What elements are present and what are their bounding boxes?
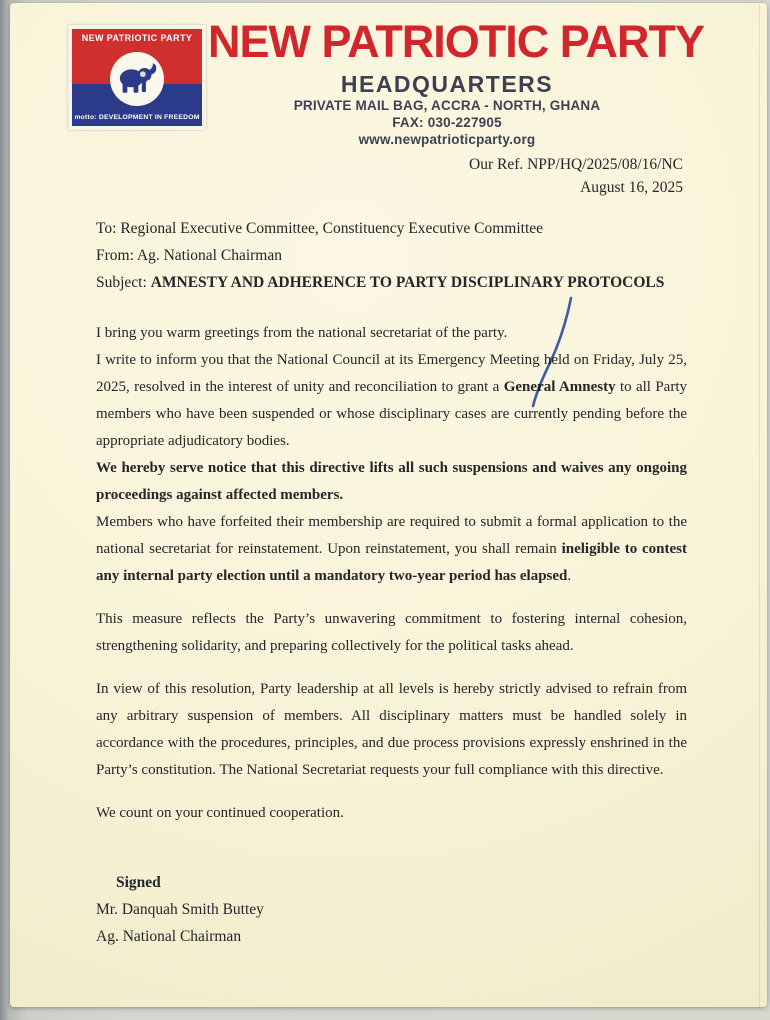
npp-logo-inner bbox=[72, 29, 202, 126]
text-run: Members who have forfeited their membership are required to submit a formal application to the national secretariat for reinstatement. Upon reinstatement, you shall remain bbox=[96, 514, 687, 557]
party-name-title: NEW PATRIOTIC PARTY bbox=[208, 16, 704, 67]
meta-block bbox=[96, 215, 687, 296]
headquarters-line: HEADQUARTERS bbox=[340, 71, 554, 97]
signature-block bbox=[96, 869, 264, 950]
subject-text: AMNESTY AND ADHERENCE TO PARTY DISCIPLINARY PROTOCOLS bbox=[150, 274, 665, 291]
body-paragraph bbox=[96, 347, 687, 455]
text-run: I write to inform you that the National Council at its Emergency Meeting held on Friday, July 25, 2025, resolved in the interest of unity and reconciliation to grant a bbox=[96, 352, 687, 395]
date-line: August 16, 2025 bbox=[580, 178, 683, 196]
letter-body bbox=[96, 320, 687, 827]
text-run: ineligible to contest any internal party election until a mandatory two-year period has elapsed bbox=[96, 541, 687, 584]
signatory-name: Mr. Danquah Smith Buttey bbox=[96, 901, 264, 918]
letterhead-text bbox=[208, 16, 704, 148]
body-paragraph bbox=[96, 455, 687, 509]
subject-line bbox=[96, 269, 687, 296]
address-line: PRIVATE MAIL BAG, ACCRA - NORTH, GHANA bbox=[293, 98, 601, 113]
text-run: General Amnesty bbox=[503, 379, 616, 395]
from-line: From: Ag. National Chairman bbox=[96, 247, 282, 264]
signatory-role: Ag. National Chairman bbox=[96, 928, 242, 945]
body-paragraph bbox=[96, 509, 687, 590]
to-line: To: Regional Executive Committee, Constituency Executive Committee bbox=[96, 220, 544, 237]
logo-banner-text: NEW PATRIOTIC PARTY bbox=[81, 33, 193, 43]
npp-logo bbox=[68, 25, 206, 130]
elephant-icon bbox=[115, 62, 159, 96]
reference-block bbox=[469, 154, 683, 199]
website-line: www.newpatrioticparty.org bbox=[358, 132, 536, 147]
our-ref-line: Our Ref. NPP/HQ/2025/08/16/NC bbox=[469, 156, 683, 173]
text-run: This measure reflects the Party’s unwavering commitment to fostering internal cohesion, strengthening solidarity, and preparing collectively for the political tasks ahead. bbox=[96, 611, 687, 654]
signed-label: Signed bbox=[116, 874, 161, 891]
fax-line: FAX: 030-227905 bbox=[392, 115, 502, 130]
body-paragraph bbox=[96, 606, 687, 660]
text-run: In view of this resolution, Party leadership at all levels is hereby strictly advised to refrain from any arbitrary suspension of members. All disciplinary matters must be handled solely in accordance with the procedures, principles, and due process provisions expressly enshrined in the Party’s constitution. The National Secretariat requests your full compliance with this directive. bbox=[96, 681, 687, 778]
text-run: We count on your continued cooperation. bbox=[96, 805, 344, 821]
text-run: I bring you warm greetings from the national secretariat of the party. bbox=[96, 325, 508, 341]
logo-motto-text: motto: DEVELOPMENT IN FREEDOM bbox=[74, 114, 200, 121]
text-run: to all Party members who have been suspended or whose disciplinary cases are currently pending before the appropriate adjudicatory bodies. bbox=[96, 379, 688, 449]
logo-circle bbox=[110, 52, 164, 106]
body-paragraph bbox=[96, 676, 687, 784]
body-paragraph bbox=[96, 800, 687, 827]
subject-label: Subject: bbox=[96, 274, 151, 291]
text-run: We hereby serve notice that this directive lifts all such suspensions and waives any ongoing proceedings against affected members. bbox=[96, 460, 687, 503]
letter-paper bbox=[10, 3, 767, 1007]
body-paragraph bbox=[96, 320, 687, 347]
text-run: . bbox=[567, 568, 572, 584]
